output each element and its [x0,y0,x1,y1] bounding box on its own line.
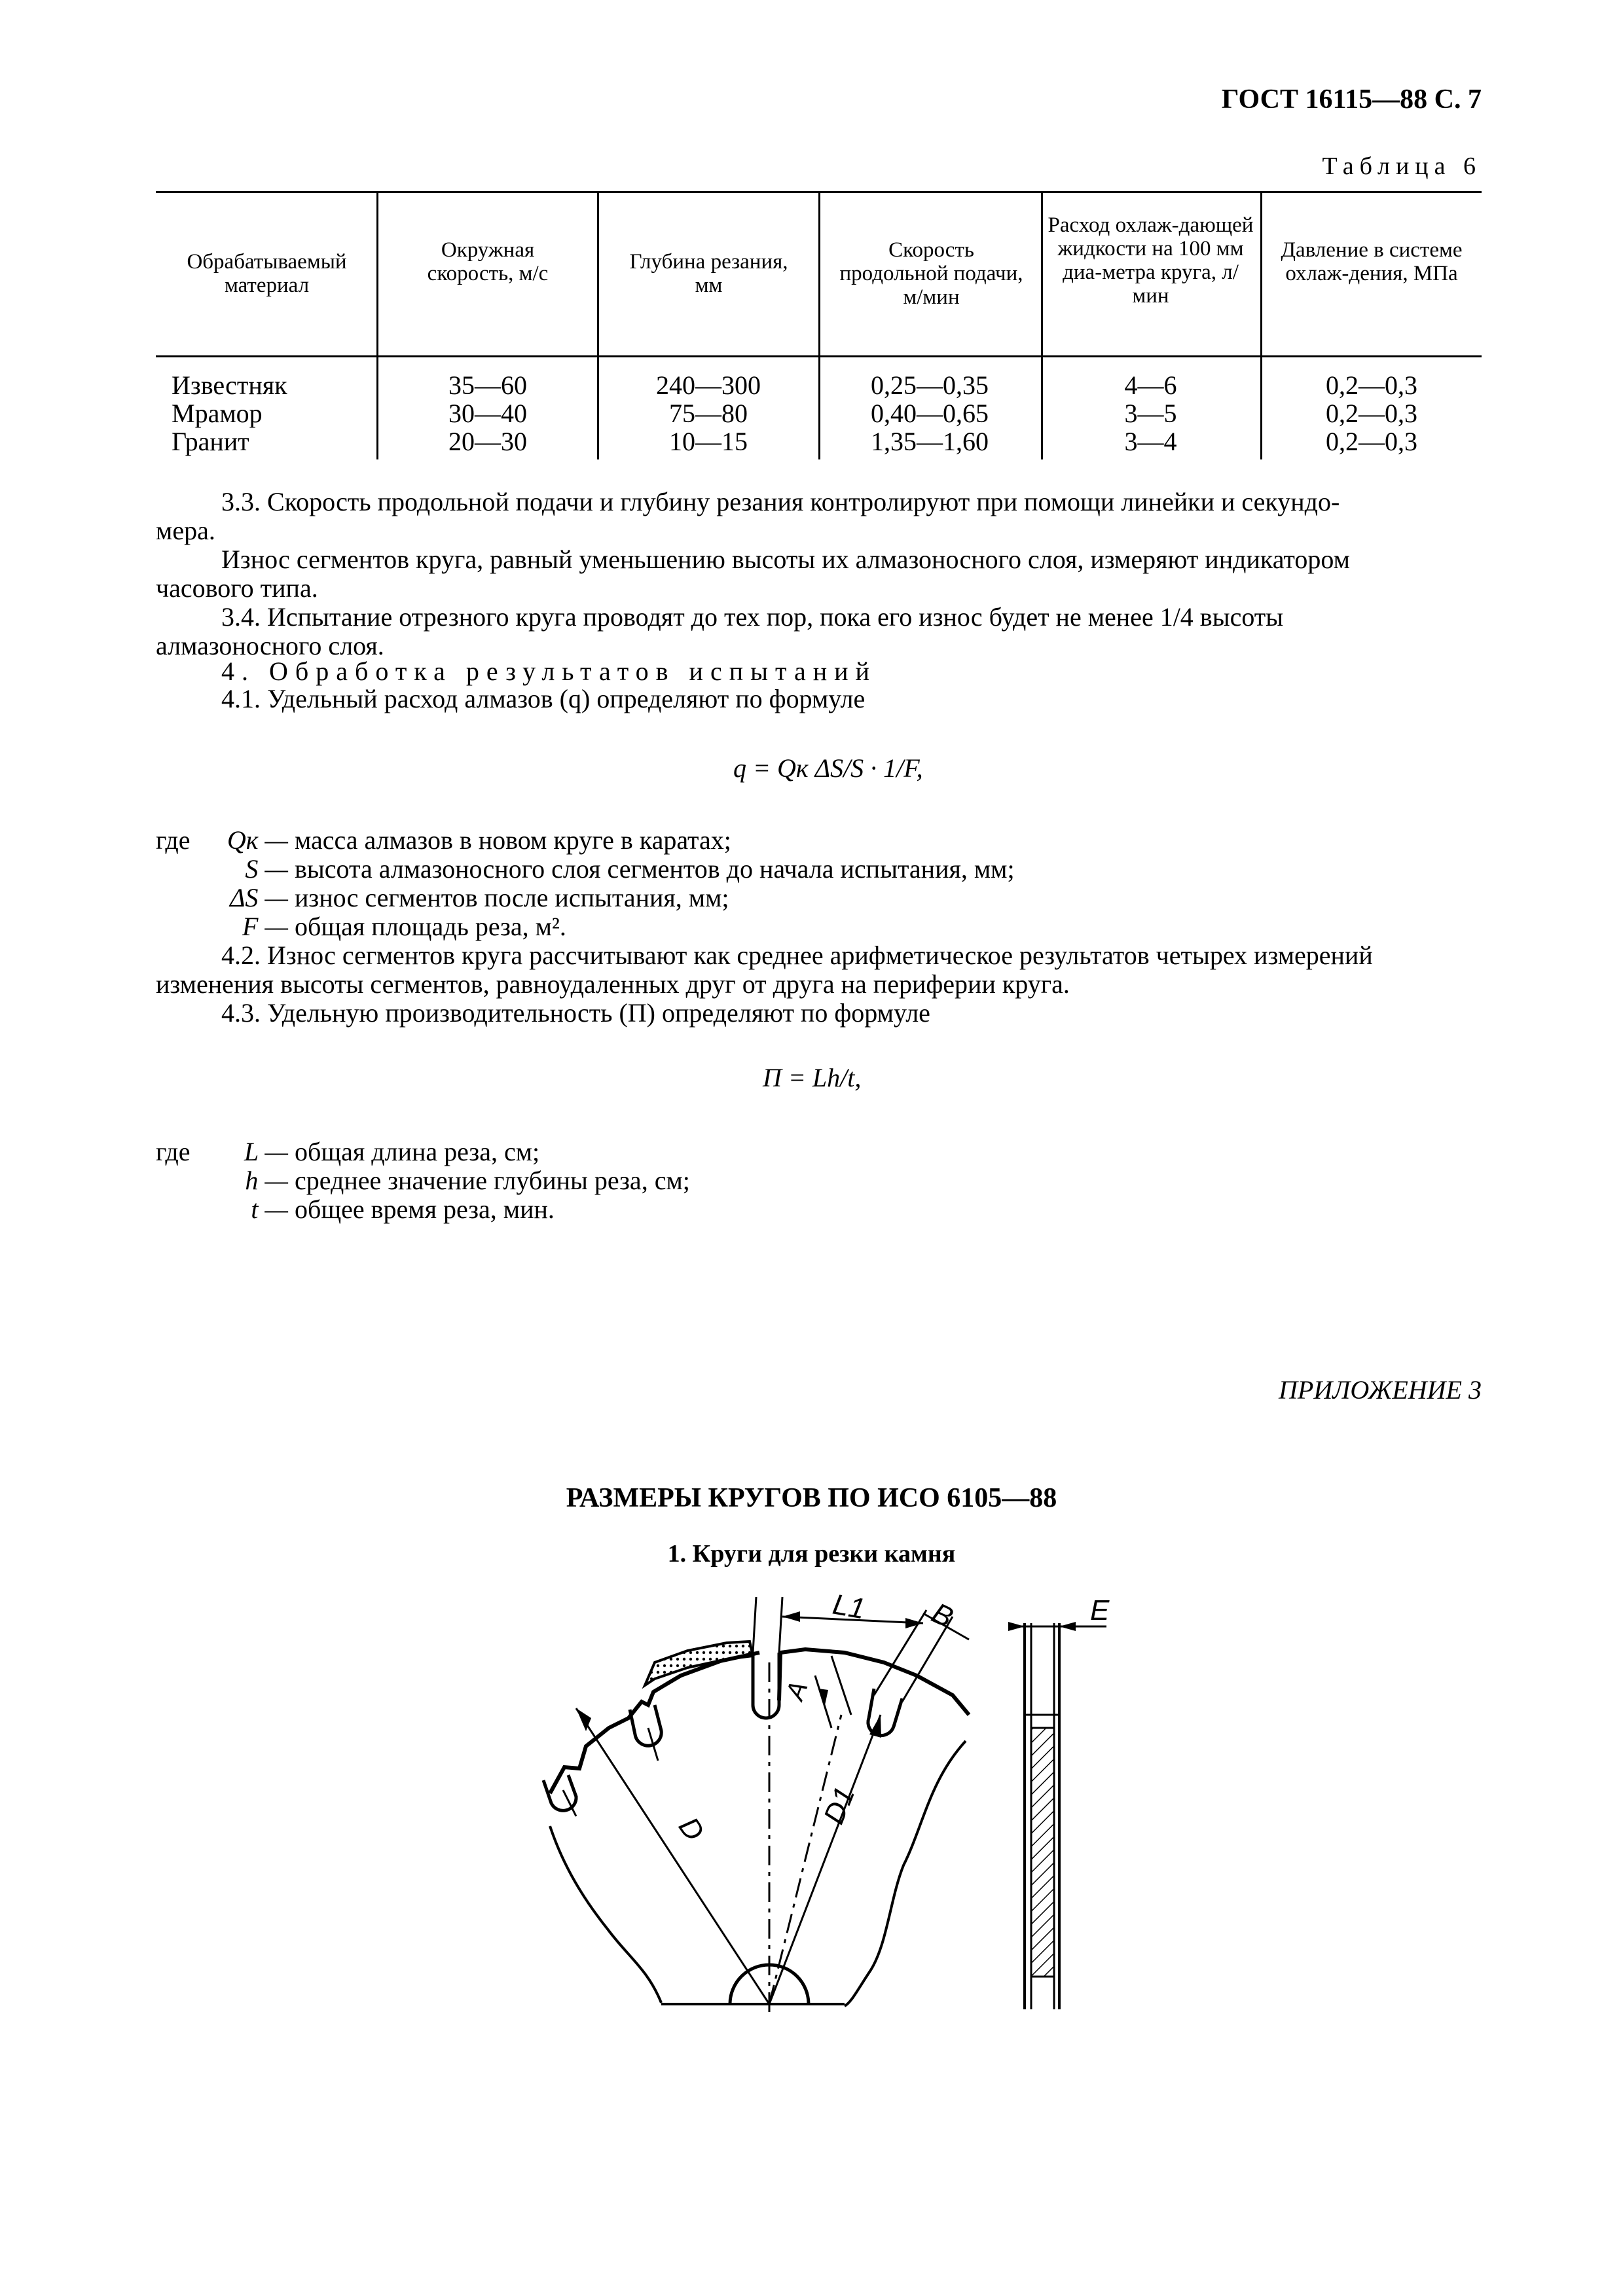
table-cell: 240—300 [656,370,761,400]
wheel-rim [779,1649,969,1715]
definition-text: среднее значение глубины реза, см; [295,1166,690,1195]
table-cell: 10—15 [669,427,748,456]
slot [753,1653,779,1718]
diamond-segment [645,1641,753,1685]
definition-symbol: h — [245,1166,288,1195]
label-L1: L1 [830,1588,867,1626]
dimension-line-D [576,1708,769,2004]
paragraph-3-3b: Износ сегментов круга, равный уменьшению высоты их алмазоносного слоя, измеряют индикатором [221,545,1350,574]
appendix-label: ПРИЛОЖЕНИЕ 3 [1279,1375,1482,1405]
table-cell: 35—60 [448,370,527,400]
definition-symbol: ΔS — [229,883,288,912]
table-header-depth: Глубина резания, мм [629,250,788,297]
label-A: A [780,1677,814,1704]
definition-text: общее время реза, мин. [295,1194,555,1224]
where-label: где [156,825,191,855]
table-caption: Таблица 6 [1322,152,1482,180]
table-cell: 3—5 [1124,399,1177,428]
page-header: ГОСТ 16115—88 С. 7 [1221,84,1482,115]
arrowhead [869,1715,881,1738]
dimension-line-D1 [769,1715,881,2004]
table-cell: 30—40 [448,399,527,428]
paragraph-3-3-cont: мера. [156,516,215,545]
label-E: E [1090,1594,1110,1626]
definition-text: износ сегментов после испытания, мм; [295,883,729,912]
where-label: где [156,1137,191,1166]
table-cell: 0,2—0,3 [1326,399,1417,428]
appendix-title: РАЗМЕРЫ КРУГОВ ПО ИСО 6105—88 [566,1483,1057,1513]
table-cell: 75—80 [669,399,748,428]
table-header-coolant: Расход охлаж-дающей жидкости на 100 мм диа-метра круга, л/мин [1048,213,1254,308]
table-cell: 20—30 [448,427,527,456]
definition-symbol: L — [244,1137,288,1166]
definition-text: высота алмазоносного слоя сегментов до начала испытания, мм; [295,854,1015,884]
definition-text: общая длина реза, см; [295,1137,540,1166]
profile-hatch [1031,1728,1054,1977]
appendix-subtitle: 1. Круги для резки камня [667,1540,956,1568]
center-line [769,1715,841,2004]
table-cell: 0,2—0,3 [1326,427,1417,456]
break-line [550,1826,661,2003]
extension-line [779,1597,782,1653]
paragraph-4-2: 4.2. Износ сегментов круга рассчитывают как среднее арифметическое результатов четырех измерений [221,941,1373,970]
table-header-pressure: Давление в системе охлаж-дения, МПа [1281,238,1463,285]
extension-line [753,1597,756,1653]
table-cell: 0,2—0,3 [1326,370,1417,400]
definition-symbol: S — [245,854,288,884]
table-cell: Мрамор [172,399,263,428]
formula-productivity: П = Lh/t, [763,1063,862,1092]
table-cell: 4—6 [1124,370,1177,400]
paragraph-4-2-cont: изменения высоты сегментов, равноудаленных друг от друга на периферии круга. [156,969,1070,999]
label-D1: D1 [817,1782,862,1829]
paragraph-3-4-cont: алмазоносного слоя. [156,631,384,660]
definition-symbol: F — [242,912,288,941]
paragraph-3-3b-cont: часового типа. [156,573,318,603]
table-cell: 0,40—0,65 [871,399,989,428]
break-line [845,1741,966,2006]
table-header-feed: Скорость продольной подачи, м/мин [839,238,1023,309]
table-cell: Известняк [172,370,287,400]
table-cell: 0,25—0,35 [871,370,989,400]
label-D: D [672,1811,711,1847]
arrowhead [782,1611,800,1622]
paragraph-3-4: 3.4. Испытание отрезного круга проводят до тех пор, пока его износ будет не менее 1/4 высоты [221,602,1284,632]
paragraph-3-3: 3.3. Скорость продольной подачи и глубину резания контролируют при помощи линейки и секундо- [221,487,1340,516]
table-cell: 1,35—1,60 [871,427,989,456]
arrowhead [1059,1622,1076,1631]
paragraph-4-3: 4.3. Удельную производительность (П) определяют по формуле [221,998,930,1028]
table-cell: 3—4 [1124,427,1177,456]
table-cell: Гранит [172,427,249,456]
definition-symbol: t — [251,1194,288,1224]
dimension-line-A [815,1676,831,1728]
paragraph-4-1: 4.1. Удельный расход алмазов (q) определяют по формуле [221,684,866,713]
extension-line [831,1656,851,1715]
section-heading-4: 4. Обработка результатов испытаний [221,656,877,686]
table-header-speed: Окружная скорость, м/с [427,238,549,285]
definition-text: масса алмазов в новом круге в каратах; [295,825,731,855]
definition-symbol: Qк — [227,825,288,855]
arrowhead [1008,1622,1025,1631]
formula-specific-consumption: q = Qк ΔS/S · 1/F, [733,753,923,783]
definition-text: общая площадь реза, м². [295,912,566,941]
table-header-material: Обрабатываемый материал [187,250,347,297]
label-B: B [926,1596,958,1634]
